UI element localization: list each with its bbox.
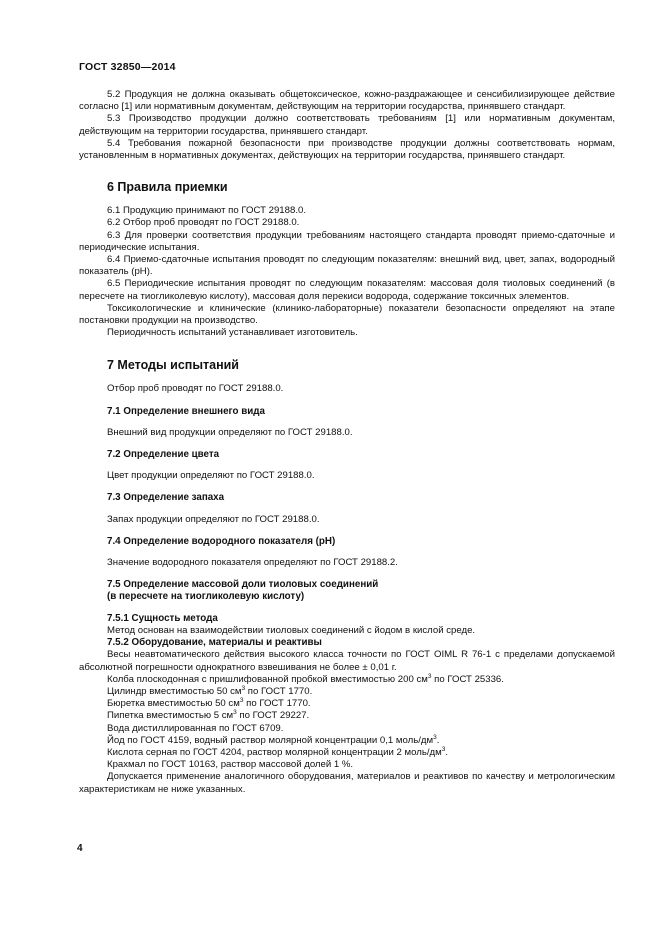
paragraph-5-3: 5.3 Производство продукции должно соответствовать требованиям [1] или нормативным документам, действующим на территории государства, принявшего стандарт. (79, 113, 615, 137)
item-flask: Колба плоскодонная с пришлифованной пробкой вместимостью 200 $см^3$ по ГОСТ 25336. (107, 672, 504, 685)
item-pipette: Пипетка вместимостью 5 $см^3$ по ГОСТ 29227. (107, 709, 310, 722)
item-iodine: Йод по ГОСТ 4159, водный раствор молярной концентрации 0,1 моль/$дм^3$. (107, 733, 440, 746)
item-sulfuric-acid: Кислота серная по ГОСТ 4204, раствор молярной концентрации 2 моль/$дм^3$. (107, 745, 449, 758)
paragraph-7-3: Запах продукции определяют по ГОСТ 29188.0. (107, 513, 320, 525)
subsection-7-3-heading: 7.3 Определение запаха (107, 492, 225, 504)
item-scales: Весы неавтоматического действия высокого класса точности по ГОСТ OIML R 76-1 с пределами допускаемой абсолютной погрешности однократного взвешивания не более ± 0,01 г. (79, 649, 615, 673)
paragraph-6-4: 6.4 Приемо-сдаточные испытания проводят по следующим показателям: внешний вид, цвет, запах, водородный показатель (pH). (79, 254, 615, 278)
page-number: 4 (77, 843, 83, 854)
paragraph-5-2: 5.2 Продукция не должна оказывать общетоксическое, кожно-раздражающее и сенсибилизирующее действие согласно [1] или нормативным документам, действующим на территории государства, принявшего стандарт. (79, 89, 615, 113)
subsection-7-1-heading: 7.1 Определение внешнего вида (107, 405, 265, 417)
paragraph-periodicity: Периодичность испытаний устанавливает изготовитель. (107, 327, 358, 339)
item-cylinder: Цилиндр вместимостью 50 $см^3$ по ГОСТ 1770. (107, 684, 313, 697)
item-starch: Крахмал по ГОСТ 10163, раствор массовой долей 1 %. (107, 759, 354, 771)
paragraph-5-4: 5.4 Требования пожарной безопасности при производстве продукции должны соответствовать нормам, установленным в нормативных документах, действующих на территории государства, принявшего стандарт. (79, 137, 615, 162)
item-burette: Бюретка вместимостью 50 $см^3$ по ГОСТ 1770. (107, 697, 311, 710)
subsection-7-5-1-heading: 7.5.1 Сущность метода (107, 612, 218, 624)
subsection-7-5-heading: 7.5 Определение массовой доли тиоловых соединений (107, 579, 379, 591)
subsection-7-5-2-heading: 7.5.2 Оборудование, материалы и реактивы (107, 637, 322, 649)
subsection-7-5-heading-cont: (в пересчете на тиогликолевую кислоту) (107, 591, 305, 603)
paragraph-toxicology: Токсикологические и клинические (клинико-лабораторные) показатели безопасности определяют на этапе постановки продукции на производство. (79, 302, 615, 327)
document-body (79, 89, 615, 796)
paragraph-7-5-1: Метод основан на взаимодействии тиоловых соединений с йодом в кислой среде. (107, 624, 476, 636)
paragraph-6-5: 6.5 Периодические испытания проводят по следующим показателям: массовая доля тиоловых соединений (в пересчете на тиогликолевую кислоту), массовая доля перекиси водорода, содержание токсичных элементов. (79, 278, 615, 302)
paragraph-7-intro: Отбор проб проводят по ГОСТ 29188.0. (107, 383, 284, 395)
paragraph-7-4: Значение водородного показателя определяют по ГОСТ 29188.2. (107, 557, 398, 569)
section-7-heading: 7 Методы испытаний (107, 358, 239, 373)
paragraph-allowed: Допускается применение аналогичного оборудования, материалов и реактивов по качеству и метрологическим характеристикам не ниже указанных. (79, 771, 615, 795)
item-water: Вода дистиллированная по ГОСТ 6709. (107, 722, 284, 734)
paragraph-6-3: 6.3 Для проверки соответствия продукции требованиям настоящего стандарта проводят приемо-сдаточные и периодические испытания. (79, 229, 615, 253)
paragraph-6-1: 6.1 Продукцию принимают по ГОСТ 29188.0. (107, 205, 306, 217)
subsection-7-4-heading: 7.4 Определение водородного показателя (pH) (107, 535, 336, 547)
subsection-7-2-heading: 7.2 Определение цвета (107, 449, 220, 461)
paragraph-7-1: Внешний вид продукции определяют по ГОСТ 29188.0. (107, 426, 353, 438)
paragraph-6-2: 6.2 Отбор проб проводят по ГОСТ 29188.0. (107, 217, 300, 229)
standard-header: ГОСТ 32850—2014 (79, 61, 176, 73)
paragraph-7-2: Цвет продукции определяют по ГОСТ 29188.0. (107, 470, 315, 482)
section-6-heading: 6 Правила приемки (107, 180, 228, 195)
